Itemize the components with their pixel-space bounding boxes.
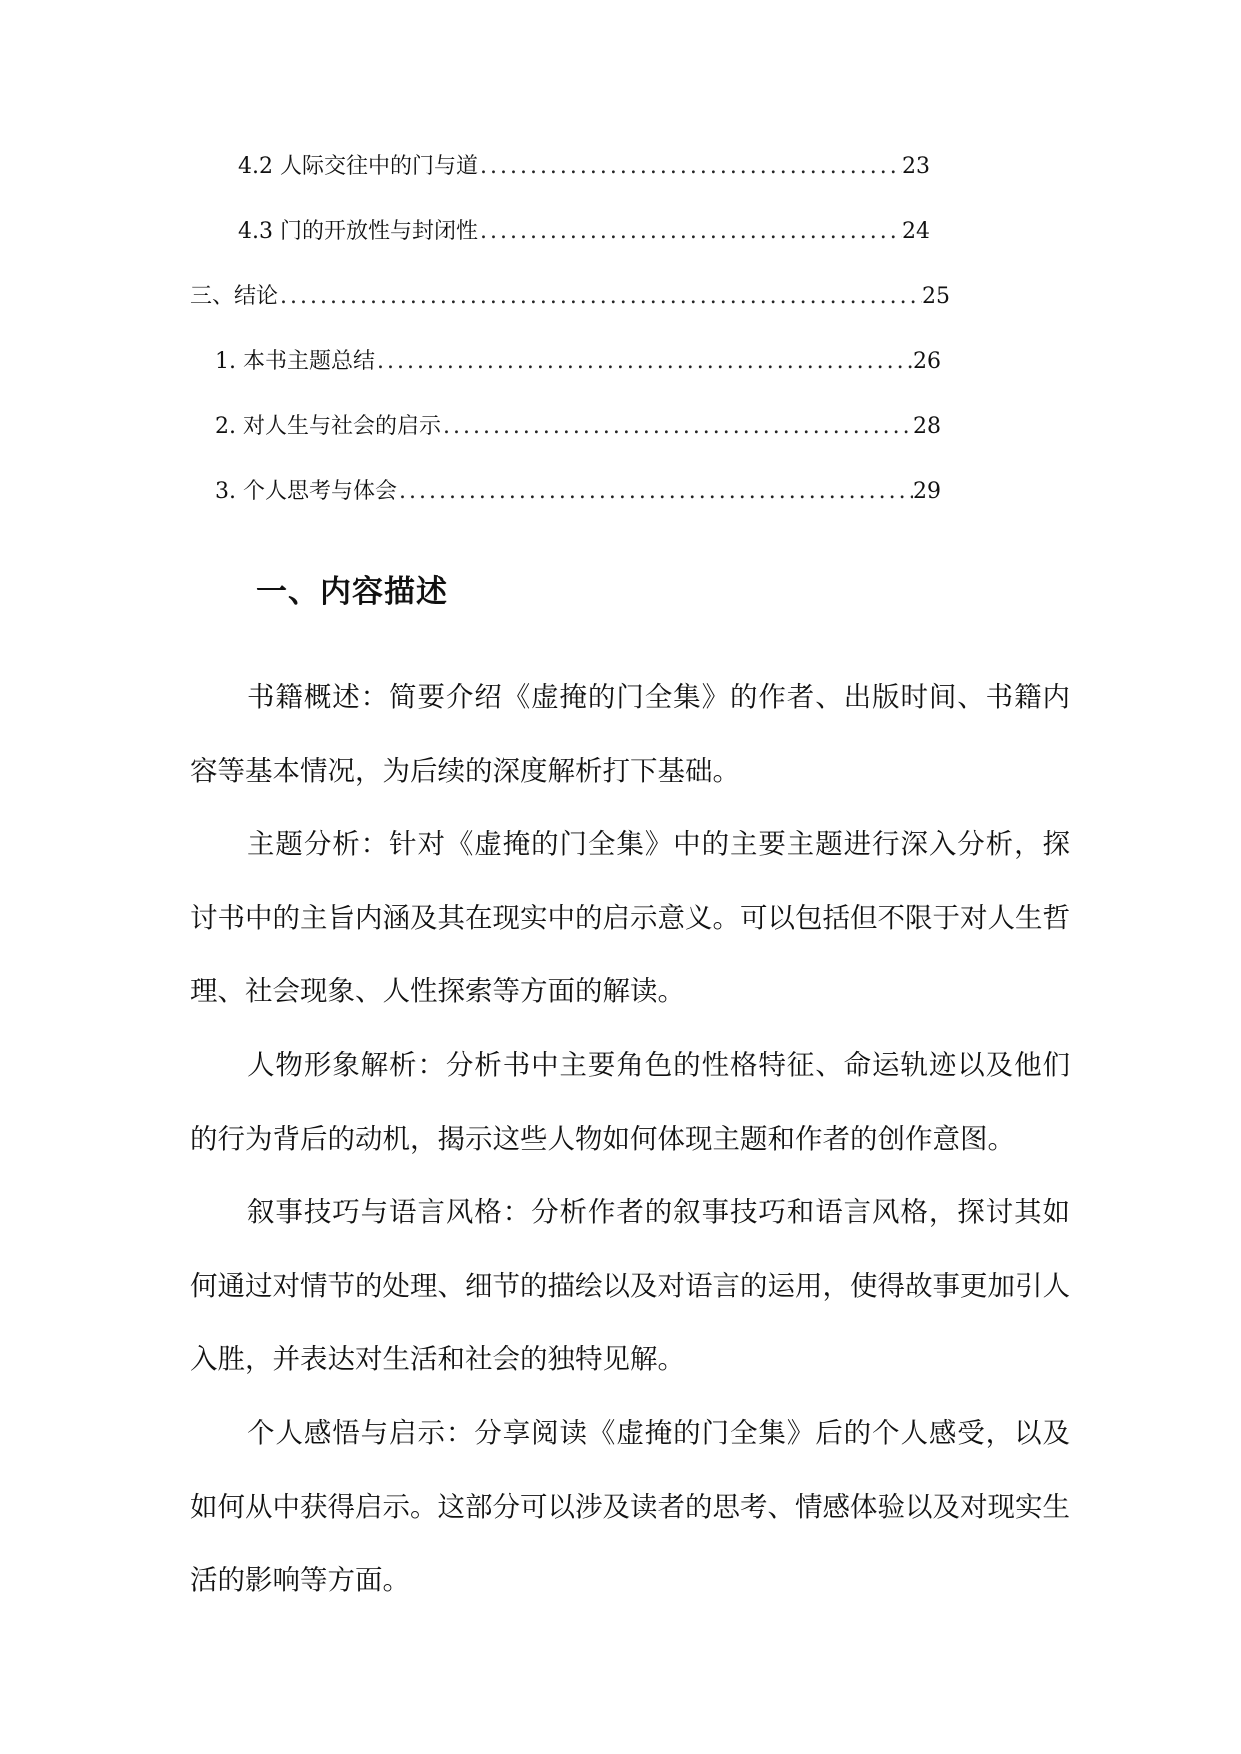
toc-entry-label: 三、结论 bbox=[190, 284, 279, 309]
toc-entry-label: 4.2 人际交往中的门与道 bbox=[238, 154, 478, 179]
toc-entry-page: 28 bbox=[913, 414, 941, 439]
toc-entry-label: 1. 本书主题总结 bbox=[215, 349, 375, 374]
toc-leader-dots bbox=[478, 217, 902, 247]
section-heading: 一、内容描述 bbox=[256, 574, 448, 610]
toc-leader-dots bbox=[397, 477, 913, 507]
toc-entry[interactable] bbox=[215, 412, 941, 442]
toc-entry[interactable] bbox=[190, 282, 950, 312]
toc-entry-page: 24 bbox=[902, 219, 930, 244]
body-paragraph: 人物形象解析：分析书中主要角色的性格特征、命运轨迹以及他们的行为背后的动机，揭示这些人物如何体现主题和作者的创作意图。 bbox=[190, 1049, 1070, 1155]
body-paragraph: 个人感悟与启示：分享阅读《虚掩的门全集》后的个人感受，以及如何从中获得启示。这部分可以涉及读者的思考、情感体验以及对现实生活的影响等方面。 bbox=[190, 1417, 1070, 1596]
toc-leader-dots bbox=[278, 282, 922, 312]
toc-entry-page: 23 bbox=[902, 154, 930, 179]
toc-leader-dots bbox=[441, 412, 913, 442]
toc-entry[interactable] bbox=[215, 477, 941, 507]
toc-entry-label: 3. 个人思考与体会 bbox=[215, 479, 397, 504]
body-paragraph: 书籍概述：简要介绍《虚掩的门全集》的作者、出版时间、书籍内容等基本情况，为后续的深度解析打下基础。 bbox=[190, 681, 1070, 787]
toc-entry-label: 4.3 门的开放性与封闭性 bbox=[238, 219, 478, 244]
toc-entry[interactable] bbox=[238, 217, 930, 247]
toc-entry-page: 25 bbox=[922, 284, 950, 309]
toc-leader-dots bbox=[375, 347, 913, 377]
body-paragraph: 主题分析：针对《虚掩的门全集》中的主要主题进行深入分析，探讨书中的主旨内涵及其在现实中的启示意义。可以包括但不限于对人生哲理、社会现象、人性探索等方面的解读。 bbox=[190, 828, 1070, 1007]
toc-entry[interactable] bbox=[215, 347, 941, 377]
toc-entry-label: 2. 对人生与社会的启示 bbox=[215, 414, 441, 439]
toc-entry-page: 26 bbox=[913, 349, 941, 374]
toc-entry-page: 29 bbox=[913, 479, 941, 504]
toc-entry[interactable] bbox=[238, 152, 930, 182]
body-paragraph: 叙事技巧与语言风格：分析作者的叙事技巧和语言风格，探讨其如何通过对情节的处理、细节的描绘以及对语言的运用，使得故事更加引人入胜，并表达对生活和社会的独特见解。 bbox=[190, 1196, 1070, 1375]
toc-leader-dots bbox=[478, 152, 902, 182]
